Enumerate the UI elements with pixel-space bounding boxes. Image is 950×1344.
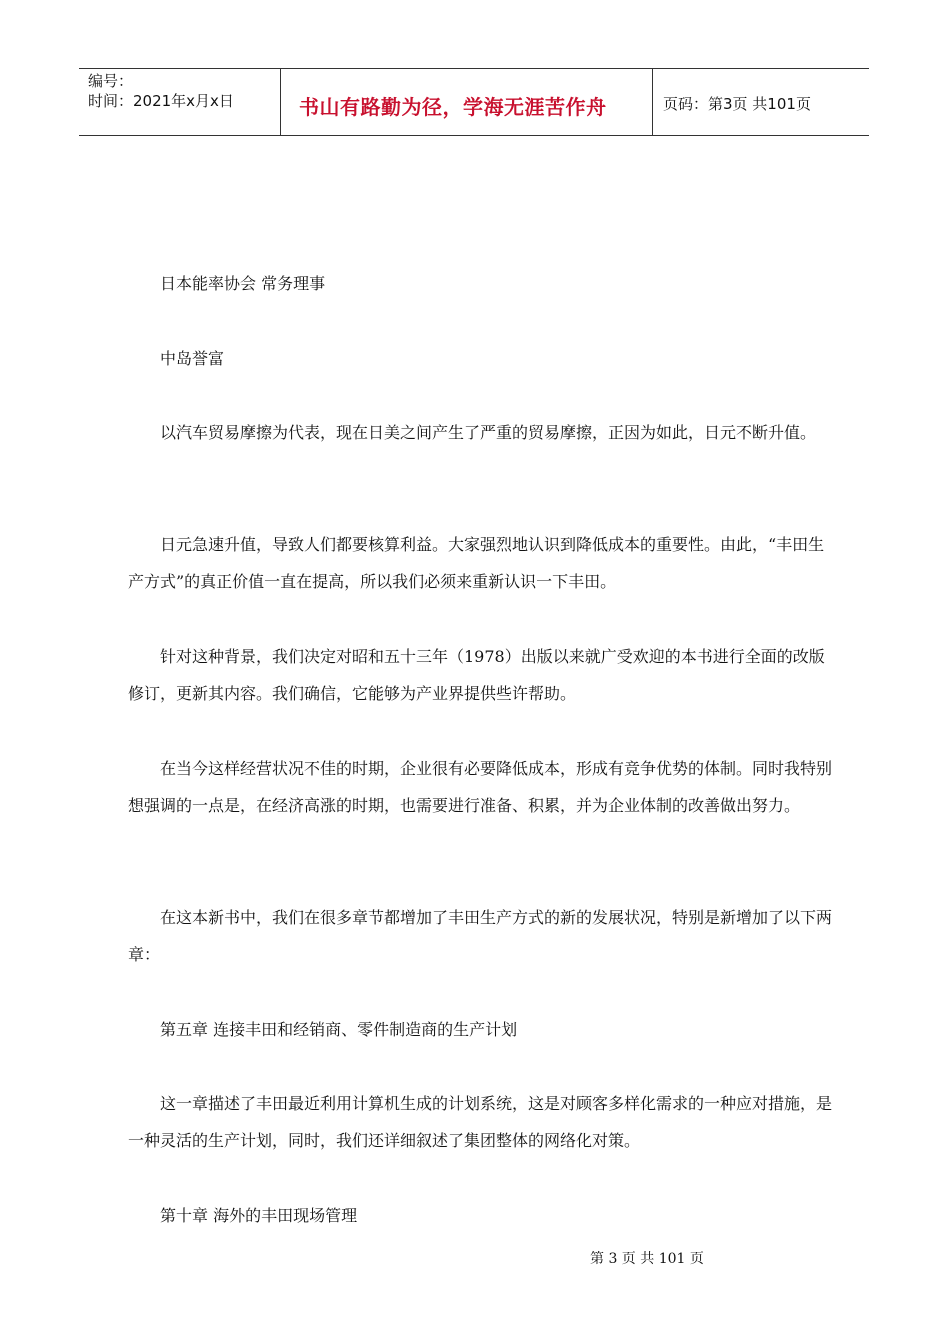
header-page-info: 页码：第3页 共101页 — [663, 95, 811, 113]
body-paragraph: 以汽车贸易摩擦为代表，现在日美之间产生了严重的贸易摩擦，正因为如此，日元不断升值。 — [160, 423, 817, 442]
document-number-label: 编号： — [88, 72, 134, 90]
body-paragraph: 针对这种背景，我们决定对昭和五十三年（1978）出版以来就广受欢迎的本书进行全面的改版修订，更新其内容。我们确信，它能够为产业界提供些许帮助。 — [128, 647, 825, 703]
header-meta-cell — [79, 69, 281, 135]
body-paragraph: 在这本新书中，我们在很多章节都增加了丰田生产方式的新的发展状况，特别是新增加了以下两章： — [128, 908, 833, 964]
author-name: 中岛誉富 — [160, 349, 225, 368]
header-motto-cell — [281, 69, 653, 135]
document-date-label: 时间：2021年x月x日 — [88, 92, 234, 110]
header-motto: 书山有路勤为径，学海无涯苦作舟 — [299, 95, 607, 119]
author-affiliation: 日本能率协会 常务理事 — [160, 274, 326, 293]
header-page-cell — [653, 69, 869, 135]
body-paragraph: 在当今这样经营状况不佳的时期，企业很有必要降低成本，形成有竞争优势的体制。同时我特别想强调的一点是，在经济高涨的时期，也需要进行准备、积累，并为企业体制的改善做出努力。 — [128, 759, 833, 815]
body-paragraph: 日元急速升值，导致人们都要核算利益。大家强烈地认识到降低成本的重要性。由此，“丰田生产方式”的真正价值一直在提高，所以我们必须来重新认识一下丰田。 — [128, 535, 825, 591]
page-footer: 第 3 页 共 101 页 — [590, 1251, 704, 1267]
chapter-heading: 第五章 连接丰田和经销商、零件制造商的生产计划 — [160, 1020, 518, 1039]
chapter-heading: 第十章 海外的丰田现场管理 — [160, 1206, 358, 1225]
page-header — [79, 68, 869, 136]
body-paragraph: 这一章描述了丰田最近利用计算机生成的计划系统，这是对顾客多样化需求的一种应对措施，是一种灵活的生产计划，同时，我们还详细叙述了集团整体的网络化对策。 — [128, 1094, 833, 1150]
